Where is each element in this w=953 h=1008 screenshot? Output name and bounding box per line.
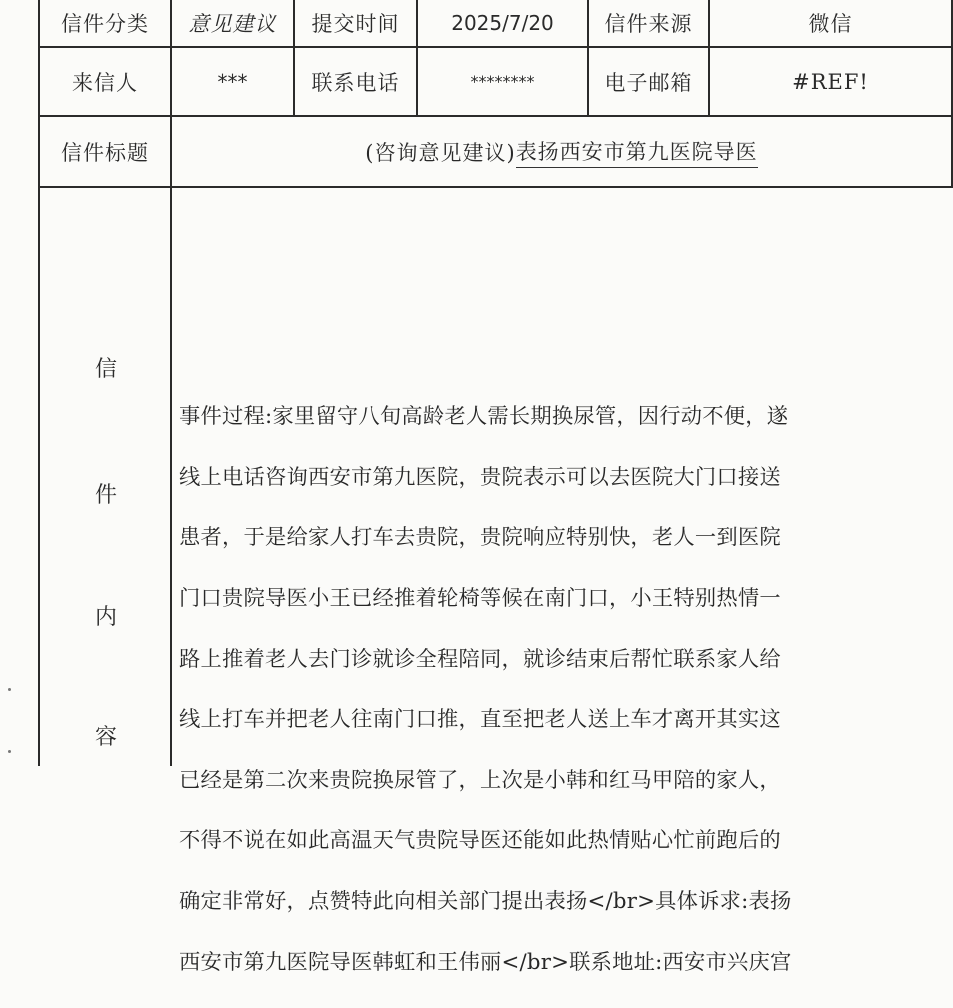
content-line: 确定非常好，点赞特此向相关部门提出表扬</br>具体诉求:表扬 xyxy=(179,889,792,915)
submit-time-label: 提交时间 xyxy=(311,12,400,36)
title-label: 信件标题 xyxy=(61,140,149,165)
category-label: 信件分类 xyxy=(61,12,149,36)
content-line: 患者，于是给家人打车去贵院，贵院响应特别快，老人一到医院 xyxy=(179,525,781,551)
content-line: 西安市第九医院导医韩虹和王伟丽</br>联系地址:西安市兴庆宫 xyxy=(179,949,792,975)
email-value: #REF! xyxy=(792,69,869,94)
source-label: 信件来源 xyxy=(604,12,693,36)
letter-content xyxy=(179,372,949,1008)
title-value xyxy=(172,117,951,186)
content-label-char-2: 件 xyxy=(94,483,117,508)
scan-speck xyxy=(8,688,11,691)
content-line: 门口贵院导医小王已经推着轮椅等候在南门口，小王特别热情一 xyxy=(179,586,781,612)
title-prefix: (咨询意见建议) xyxy=(365,140,516,165)
content-line: 路上推着老人去门诊就诊全程陪同，就诊结束后帮忙联系家人给 xyxy=(179,646,781,672)
content-label-char-3: 内 xyxy=(94,605,117,630)
row3-bottom-rule xyxy=(38,186,953,188)
content-line: 线上打车并把老人往南门口推，直至把老人送上车才离开其实这 xyxy=(179,707,781,733)
email-label: 电子邮箱 xyxy=(604,70,693,95)
content-label-char-4: 容 xyxy=(94,725,117,750)
content-label-char-1: 信 xyxy=(94,357,117,382)
submit-time-value: 2025/7/20 xyxy=(451,11,554,35)
sender-value: *** xyxy=(217,69,248,94)
sender-label: 来信人 xyxy=(72,70,138,95)
category-value: 意见建议 xyxy=(188,12,277,36)
content-line: 事件过程:家里留守八旬高龄老人需长期换尿管，因行动不便，遂 xyxy=(179,404,789,430)
scan-speck xyxy=(8,750,11,753)
source-value: 微信 xyxy=(808,12,853,36)
content-line: 不得不说在如此高温天气贵院导医还能如此热情贴心忙前跑后的 xyxy=(179,828,781,854)
content-line: 线上电话咨询西安市第九医院，贵院表示可以去医院大门口接送 xyxy=(179,464,781,490)
content-line: 已经是第二次来贵院换尿管了，上次是小韩和红马甲陪的家人， xyxy=(179,767,781,793)
title-main: 表扬西安市第九医院导医 xyxy=(516,136,758,168)
phone-value: ******** xyxy=(470,72,535,91)
phone-label: 联系电话 xyxy=(311,70,400,95)
